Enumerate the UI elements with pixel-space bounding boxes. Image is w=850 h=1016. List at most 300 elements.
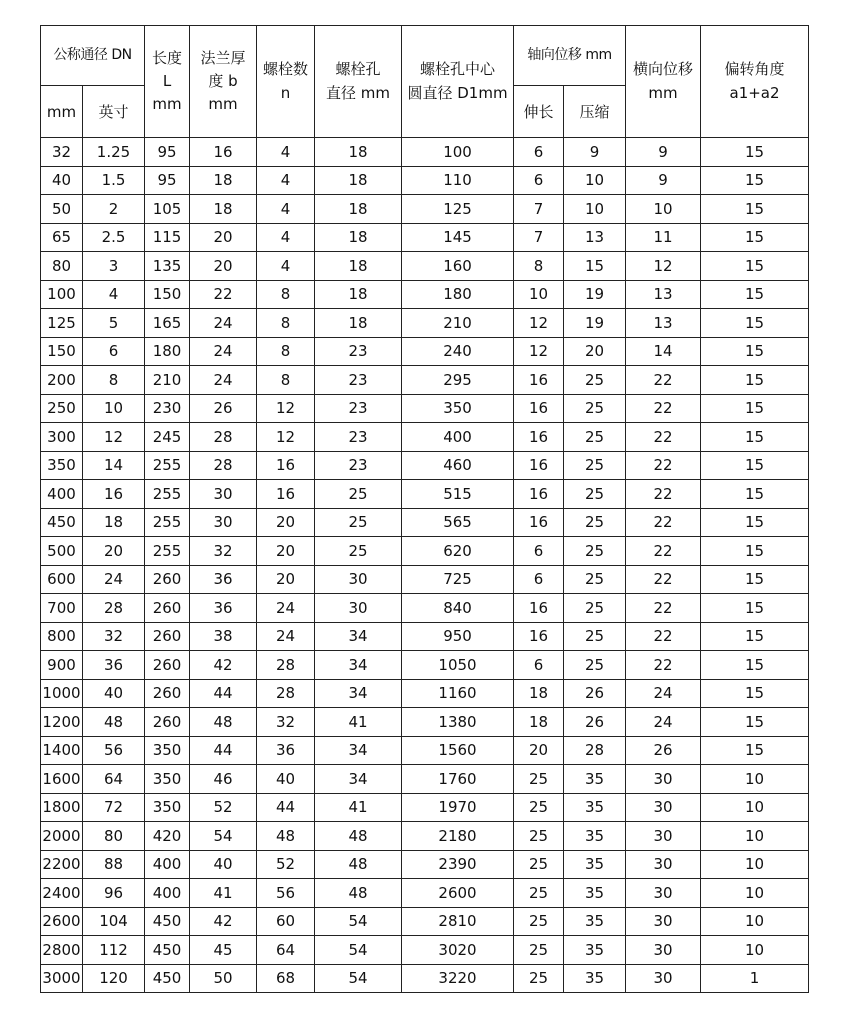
cell-bolt-hole-dia: 23: [315, 366, 402, 395]
cell-bolt-count: 68: [257, 964, 315, 993]
cell-bolt-hole-dia: 25: [315, 537, 402, 566]
cell-axial-compression: 25: [564, 451, 626, 480]
table-row: [41, 337, 809, 366]
cell-bolt-circle-dia: 2600: [402, 879, 514, 908]
cell-dn-inch: 2.5: [83, 223, 145, 252]
cell-axial-extension: 6: [514, 166, 564, 195]
cell-dn-inch: 24: [83, 565, 145, 594]
cell-axial-compression: 26: [564, 679, 626, 708]
cell-bolt-circle-dia: 2810: [402, 907, 514, 936]
cell-dn-mm: 250: [41, 394, 83, 423]
cell-deflection-angle: 15: [701, 252, 809, 281]
cell-flange-thickness: 46: [190, 765, 257, 794]
header-bolt-circle-dia: [402, 26, 514, 138]
cell-dn-mm: 1000: [41, 679, 83, 708]
cell-bolt-count: 16: [257, 480, 315, 509]
cell-lateral-disp: 24: [626, 679, 701, 708]
cell-axial-extension: 18: [514, 708, 564, 737]
cell-bolt-count: 64: [257, 936, 315, 965]
cell-flange-thickness: 54: [190, 822, 257, 851]
cell-dn-inch: 104: [83, 907, 145, 936]
cell-axial-compression: 25: [564, 537, 626, 566]
cell-axial-extension: 16: [514, 594, 564, 623]
cell-axial-compression: 35: [564, 907, 626, 936]
cell-axial-extension: 25: [514, 936, 564, 965]
table-row: [41, 252, 809, 281]
header-deflection-angle-line-1: 偏转角度: [724, 60, 785, 79]
table-row: [41, 195, 809, 224]
cell-dn-mm: 1800: [41, 793, 83, 822]
cell-bolt-hole-dia: 48: [315, 879, 402, 908]
cell-axial-compression: 25: [564, 508, 626, 537]
cell-deflection-angle: 10: [701, 879, 809, 908]
cell-dn-mm: 1600: [41, 765, 83, 794]
cell-flange-thickness: 45: [190, 936, 257, 965]
cell-dn-mm: 350: [41, 451, 83, 480]
cell-flange-thickness: 20: [190, 252, 257, 281]
cell-deflection-angle: 15: [701, 565, 809, 594]
cell-lateral-disp: 13: [626, 280, 701, 309]
table-row: [41, 964, 809, 993]
cell-dn-inch: 64: [83, 765, 145, 794]
cell-length: 260: [145, 622, 190, 651]
header-bolt-hole-dia-line-1: 螺栓孔: [335, 60, 381, 79]
cell-axial-extension: 16: [514, 622, 564, 651]
cell-deflection-angle: 10: [701, 850, 809, 879]
cell-deflection-angle: 10: [701, 907, 809, 936]
cell-deflection-angle: 15: [701, 423, 809, 452]
cell-axial-extension: 8: [514, 252, 564, 281]
cell-dn-inch: 20: [83, 537, 145, 566]
header-length-line-2: L: [162, 71, 172, 90]
cell-bolt-circle-dia: 1050: [402, 651, 514, 680]
cell-dn-mm: 500: [41, 537, 83, 566]
cell-dn-inch: 40: [83, 679, 145, 708]
header-length-line-1: 长度: [152, 48, 183, 67]
cell-bolt-hole-dia: 34: [315, 765, 402, 794]
cell-axial-extension: 20: [514, 736, 564, 765]
cell-flange-thickness: 40: [190, 850, 257, 879]
cell-dn-inch: 1.25: [83, 138, 145, 167]
cell-deflection-angle: 15: [701, 708, 809, 737]
cell-dn-mm: 300: [41, 423, 83, 452]
cell-flange-thickness: 28: [190, 423, 257, 452]
table-row: [41, 736, 809, 765]
cell-bolt-hole-dia: 30: [315, 594, 402, 623]
cell-bolt-circle-dia: 400: [402, 423, 514, 452]
cell-dn-mm: 32: [41, 138, 83, 167]
table-row: [41, 594, 809, 623]
cell-bolt-circle-dia: 1970: [402, 793, 514, 822]
cell-bolt-hole-dia: 18: [315, 166, 402, 195]
header-flange-thickness-line-1: 法兰厚: [200, 48, 246, 67]
table-row: [41, 366, 809, 395]
table-row: [41, 907, 809, 936]
cell-dn-mm: 450: [41, 508, 83, 537]
cell-lateral-disp: 30: [626, 822, 701, 851]
cell-axial-compression: 9: [564, 138, 626, 167]
cell-deflection-angle: 15: [701, 594, 809, 623]
header-flange-thickness-line-2: 度 b: [208, 71, 238, 90]
header-flange-thickness: [190, 26, 257, 138]
cell-lateral-disp: 30: [626, 793, 701, 822]
cell-flange-thickness: 52: [190, 793, 257, 822]
header-lateral-disp-line-2: mm: [648, 83, 678, 102]
cell-axial-compression: 25: [564, 480, 626, 509]
cell-length: 255: [145, 451, 190, 480]
cell-bolt-circle-dia: 565: [402, 508, 514, 537]
cell-bolt-hole-dia: 18: [315, 280, 402, 309]
cell-axial-extension: 7: [514, 223, 564, 252]
cell-dn-inch: 14: [83, 451, 145, 480]
cell-axial-compression: 19: [564, 309, 626, 338]
cell-bolt-count: 24: [257, 594, 315, 623]
table-row: [41, 708, 809, 737]
cell-bolt-hole-dia: 54: [315, 936, 402, 965]
cell-axial-compression: 25: [564, 594, 626, 623]
cell-flange-thickness: 41: [190, 879, 257, 908]
table-row: [41, 394, 809, 423]
cell-flange-thickness: 30: [190, 508, 257, 537]
table-row: [41, 138, 809, 167]
cell-axial-compression: 15: [564, 252, 626, 281]
cell-length: 95: [145, 138, 190, 167]
cell-deflection-angle: 15: [701, 736, 809, 765]
cell-lateral-disp: 30: [626, 879, 701, 908]
cell-bolt-count: 8: [257, 337, 315, 366]
cell-dn-mm: 200: [41, 366, 83, 395]
cell-flange-thickness: 50: [190, 964, 257, 993]
cell-bolt-hole-dia: 23: [315, 394, 402, 423]
cell-dn-mm: 2600: [41, 907, 83, 936]
cell-flange-thickness: 36: [190, 565, 257, 594]
header-bolt-hole-dia: [315, 26, 402, 138]
table-row: [41, 765, 809, 794]
cell-bolt-circle-dia: 1160: [402, 679, 514, 708]
header-bolt-count-line-1: 螺栓数: [263, 60, 309, 79]
cell-deflection-angle: 15: [701, 166, 809, 195]
cell-bolt-circle-dia: 295: [402, 366, 514, 395]
cell-bolt-count: 32: [257, 708, 315, 737]
spec-table: [40, 25, 809, 993]
cell-deflection-angle: 15: [701, 309, 809, 338]
cell-dn-inch: 2: [83, 195, 145, 224]
cell-dn-mm: 150: [41, 337, 83, 366]
cell-bolt-circle-dia: 1560: [402, 736, 514, 765]
cell-axial-extension: 16: [514, 366, 564, 395]
cell-axial-extension: 25: [514, 879, 564, 908]
header-axial-extension: 伸长: [514, 86, 564, 138]
cell-dn-inch: 72: [83, 793, 145, 822]
cell-lateral-disp: 13: [626, 309, 701, 338]
cell-bolt-circle-dia: 950: [402, 622, 514, 651]
cell-dn-mm: 2000: [41, 822, 83, 851]
cell-dn-inch: 48: [83, 708, 145, 737]
cell-flange-thickness: 24: [190, 366, 257, 395]
cell-length: 210: [145, 366, 190, 395]
cell-bolt-circle-dia: 460: [402, 451, 514, 480]
cell-axial-compression: 25: [564, 565, 626, 594]
cell-dn-mm: 1400: [41, 736, 83, 765]
header-bolt-count: [257, 26, 315, 138]
cell-flange-thickness: 44: [190, 679, 257, 708]
cell-bolt-hole-dia: 54: [315, 964, 402, 993]
cell-lateral-disp: 22: [626, 594, 701, 623]
cell-axial-extension: 18: [514, 679, 564, 708]
cell-bolt-circle-dia: 2180: [402, 822, 514, 851]
cell-length: 400: [145, 879, 190, 908]
cell-lateral-disp: 30: [626, 765, 701, 794]
cell-lateral-disp: 26: [626, 736, 701, 765]
cell-deflection-angle: 15: [701, 337, 809, 366]
cell-bolt-circle-dia: 725: [402, 565, 514, 594]
cell-dn-inch: 120: [83, 964, 145, 993]
cell-dn-inch: 88: [83, 850, 145, 879]
cell-lateral-disp: 22: [626, 622, 701, 651]
cell-axial-extension: 12: [514, 337, 564, 366]
cell-deflection-angle: 15: [701, 622, 809, 651]
header-lateral-disp-line-1: 横向位移: [633, 60, 694, 79]
header-bolt-circle-dia-line-1: 螺栓孔中心: [420, 60, 496, 79]
cell-bolt-circle-dia: 3220: [402, 964, 514, 993]
cell-dn-inch: 5: [83, 309, 145, 338]
cell-flange-thickness: 24: [190, 337, 257, 366]
cell-lateral-disp: 9: [626, 166, 701, 195]
cell-dn-mm: 2400: [41, 879, 83, 908]
cell-flange-thickness: 18: [190, 166, 257, 195]
cell-bolt-hole-dia: 48: [315, 850, 402, 879]
cell-flange-thickness: 20: [190, 223, 257, 252]
cell-bolt-hole-dia: 18: [315, 252, 402, 281]
cell-flange-thickness: 44: [190, 736, 257, 765]
cell-deflection-angle: 10: [701, 822, 809, 851]
cell-dn-inch: 112: [83, 936, 145, 965]
cell-axial-compression: 26: [564, 708, 626, 737]
cell-bolt-hole-dia: 41: [315, 793, 402, 822]
table-row: [41, 879, 809, 908]
cell-flange-thickness: 26: [190, 394, 257, 423]
table-row: [41, 423, 809, 452]
header-row-1: [41, 26, 809, 86]
cell-length: 255: [145, 508, 190, 537]
cell-lateral-disp: 9: [626, 138, 701, 167]
cell-bolt-count: 8: [257, 366, 315, 395]
cell-bolt-hole-dia: 30: [315, 565, 402, 594]
cell-flange-thickness: 48: [190, 708, 257, 737]
cell-bolt-count: 12: [257, 394, 315, 423]
header-axial-disp: 轴向位移 mm: [514, 26, 626, 86]
cell-bolt-count: 48: [257, 822, 315, 851]
cell-dn-mm: 900: [41, 651, 83, 680]
cell-dn-inch: 96: [83, 879, 145, 908]
cell-bolt-circle-dia: 840: [402, 594, 514, 623]
cell-bolt-circle-dia: 240: [402, 337, 514, 366]
cell-axial-compression: 10: [564, 166, 626, 195]
table-row: [41, 166, 809, 195]
header-deflection-angle-line-2: a1+a2: [729, 83, 780, 102]
cell-length: 150: [145, 280, 190, 309]
cell-flange-thickness: 38: [190, 622, 257, 651]
cell-axial-extension: 25: [514, 964, 564, 993]
cell-axial-extension: 16: [514, 508, 564, 537]
cell-deflection-angle: 15: [701, 480, 809, 509]
cell-bolt-count: 40: [257, 765, 315, 794]
header-bolt-circle-dia-line-2: 圆直径 D1mm: [407, 83, 508, 102]
spec-table-body: [41, 138, 809, 993]
header-flange-thickness-line-3: mm: [208, 95, 238, 114]
cell-flange-thickness: 28: [190, 451, 257, 480]
cell-deflection-angle: 10: [701, 765, 809, 794]
cell-length: 180: [145, 337, 190, 366]
cell-dn-inch: 28: [83, 594, 145, 623]
cell-bolt-hole-dia: 34: [315, 736, 402, 765]
cell-length: 450: [145, 907, 190, 936]
cell-axial-compression: 35: [564, 879, 626, 908]
cell-bolt-count: 20: [257, 508, 315, 537]
table-row: [41, 622, 809, 651]
cell-lateral-disp: 22: [626, 423, 701, 452]
cell-axial-extension: 6: [514, 651, 564, 680]
table-row: [41, 537, 809, 566]
table-row: [41, 850, 809, 879]
cell-length: 135: [145, 252, 190, 281]
cell-bolt-count: 20: [257, 537, 315, 566]
cell-length: 165: [145, 309, 190, 338]
cell-bolt-count: 4: [257, 223, 315, 252]
cell-length: 350: [145, 736, 190, 765]
cell-dn-inch: 1.5: [83, 166, 145, 195]
cell-dn-inch: 6: [83, 337, 145, 366]
cell-dn-mm: 50: [41, 195, 83, 224]
header-length-line-3: mm: [152, 95, 182, 114]
cell-flange-thickness: 32: [190, 537, 257, 566]
cell-axial-compression: 35: [564, 793, 626, 822]
cell-lateral-disp: 11: [626, 223, 701, 252]
cell-axial-compression: 35: [564, 822, 626, 851]
cell-bolt-count: 36: [257, 736, 315, 765]
cell-bolt-hole-dia: 18: [315, 309, 402, 338]
table-row: [41, 280, 809, 309]
cell-flange-thickness: 36: [190, 594, 257, 623]
cell-lateral-disp: 22: [626, 508, 701, 537]
cell-lateral-disp: 30: [626, 964, 701, 993]
cell-bolt-count: 12: [257, 423, 315, 452]
cell-length: 420: [145, 822, 190, 851]
header-bolt-hole-dia-line-2: 直径 mm: [326, 83, 391, 102]
cell-axial-extension: 16: [514, 423, 564, 452]
cell-length: 95: [145, 166, 190, 195]
cell-bolt-count: 24: [257, 622, 315, 651]
cell-bolt-count: 28: [257, 679, 315, 708]
cell-dn-inch: 32: [83, 622, 145, 651]
cell-bolt-count: 16: [257, 451, 315, 480]
cell-axial-extension: 16: [514, 394, 564, 423]
cell-axial-extension: 25: [514, 765, 564, 794]
cell-lateral-disp: 22: [626, 537, 701, 566]
cell-deflection-angle: 15: [701, 651, 809, 680]
cell-deflection-angle: 15: [701, 451, 809, 480]
cell-dn-inch: 10: [83, 394, 145, 423]
table-row: [41, 451, 809, 480]
cell-bolt-hole-dia: 18: [315, 138, 402, 167]
cell-axial-compression: 13: [564, 223, 626, 252]
cell-dn-mm: 40: [41, 166, 83, 195]
cell-dn-mm: 80: [41, 252, 83, 281]
cell-lateral-disp: 12: [626, 252, 701, 281]
cell-lateral-disp: 22: [626, 394, 701, 423]
cell-lateral-disp: 30: [626, 936, 701, 965]
cell-flange-thickness: 16: [190, 138, 257, 167]
cell-flange-thickness: 30: [190, 480, 257, 509]
cell-axial-compression: 25: [564, 394, 626, 423]
cell-lateral-disp: 10: [626, 195, 701, 224]
header-deflection-angle: [701, 26, 809, 138]
cell-bolt-circle-dia: 2390: [402, 850, 514, 879]
cell-axial-extension: 16: [514, 480, 564, 509]
cell-bolt-hole-dia: 18: [315, 195, 402, 224]
cell-lateral-disp: 22: [626, 565, 701, 594]
cell-dn-inch: 36: [83, 651, 145, 680]
table-row: [41, 309, 809, 338]
cell-bolt-count: 4: [257, 252, 315, 281]
cell-axial-compression: 35: [564, 850, 626, 879]
cell-lateral-disp: 22: [626, 480, 701, 509]
cell-bolt-count: 28: [257, 651, 315, 680]
cell-length: 255: [145, 480, 190, 509]
cell-bolt-count: 4: [257, 138, 315, 167]
cell-deflection-angle: 15: [701, 508, 809, 537]
cell-axial-extension: 25: [514, 907, 564, 936]
cell-length: 260: [145, 651, 190, 680]
cell-dn-inch: 4: [83, 280, 145, 309]
cell-deflection-angle: 15: [701, 366, 809, 395]
cell-axial-compression: 35: [564, 765, 626, 794]
cell-dn-inch: 16: [83, 480, 145, 509]
cell-bolt-hole-dia: 18: [315, 223, 402, 252]
cell-bolt-circle-dia: 1380: [402, 708, 514, 737]
cell-deflection-angle: 10: [701, 793, 809, 822]
header-dn-inch: 英寸: [83, 86, 145, 138]
cell-axial-extension: 25: [514, 822, 564, 851]
table-row: [41, 508, 809, 537]
cell-length: 260: [145, 708, 190, 737]
cell-dn-mm: 2200: [41, 850, 83, 879]
cell-dn-inch: 12: [83, 423, 145, 452]
cell-lateral-disp: 22: [626, 651, 701, 680]
cell-axial-extension: 6: [514, 138, 564, 167]
cell-bolt-count: 52: [257, 850, 315, 879]
cell-axial-extension: 25: [514, 850, 564, 879]
cell-bolt-hole-dia: 25: [315, 508, 402, 537]
cell-lateral-disp: 22: [626, 366, 701, 395]
cell-bolt-circle-dia: 180: [402, 280, 514, 309]
cell-length: 400: [145, 850, 190, 879]
cell-lateral-disp: 30: [626, 850, 701, 879]
cell-dn-mm: 800: [41, 622, 83, 651]
cell-axial-compression: 19: [564, 280, 626, 309]
cell-bolt-circle-dia: 1760: [402, 765, 514, 794]
cell-flange-thickness: 22: [190, 280, 257, 309]
table-row: [41, 793, 809, 822]
cell-axial-compression: 25: [564, 651, 626, 680]
cell-deflection-angle: 1: [701, 964, 809, 993]
cell-bolt-hole-dia: 23: [315, 337, 402, 366]
cell-axial-extension: 12: [514, 309, 564, 338]
cell-bolt-circle-dia: 160: [402, 252, 514, 281]
cell-length: 450: [145, 936, 190, 965]
table-row: [41, 223, 809, 252]
cell-length: 350: [145, 765, 190, 794]
